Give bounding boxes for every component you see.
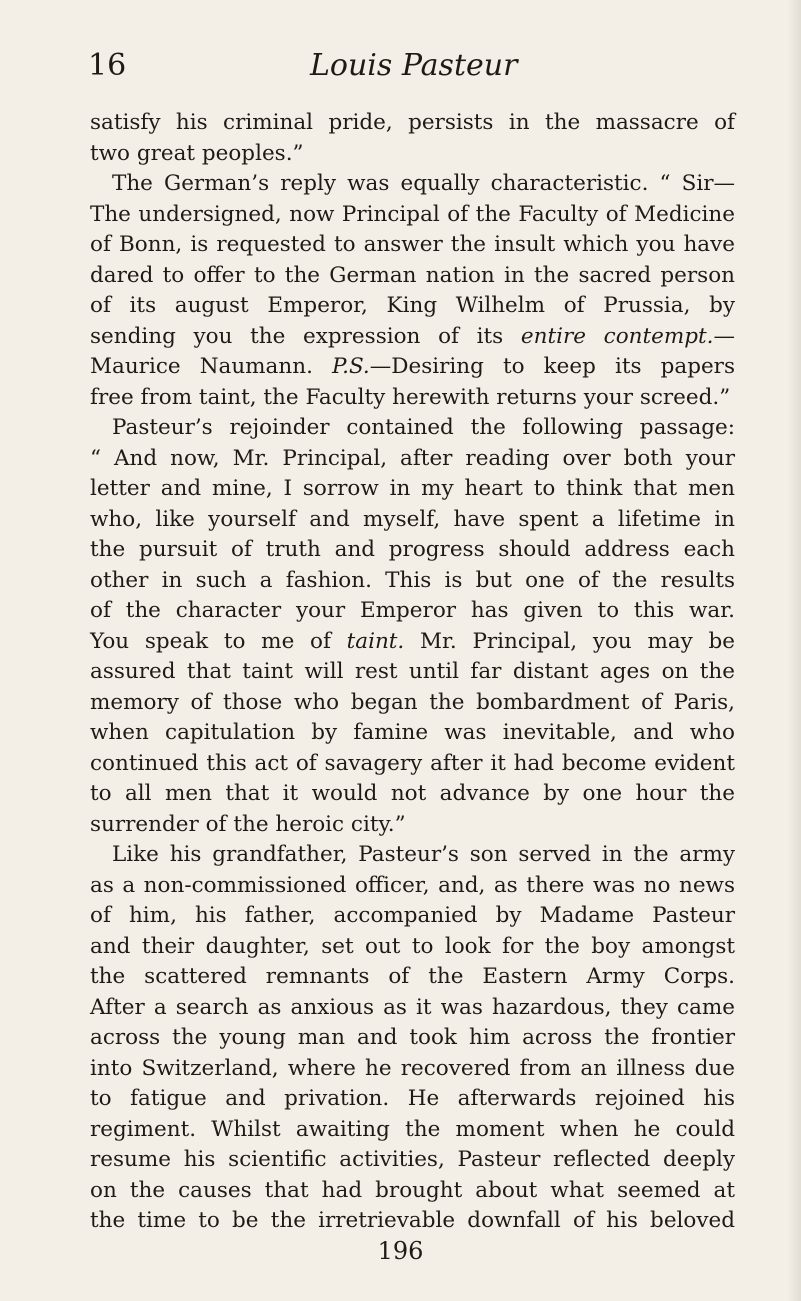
text-line: sending you the expression of its entire contempt.— <box>90 323 735 349</box>
text-line: of the character your Emperor has given to this war. <box>90 598 735 623</box>
running-header <box>0 46 801 86</box>
text-line: “ And now, Mr. Principal, after reading over both your <box>90 445 735 471</box>
text-line: to fatigue and privation. He afterwards rejoined his <box>90 1086 735 1111</box>
page-edge-shadow <box>787 0 801 1301</box>
text-line: two great peoples.” <box>90 140 304 166</box>
text-line: of Bonn, is requested to answer the insult which you have <box>90 232 735 257</box>
text-line: Pasteur’s rejoinder contained the following passage: <box>112 415 735 440</box>
page-number: 16 <box>88 48 127 83</box>
text-line: After a search as anxious as it was hazardous, they came <box>90 994 735 1020</box>
running-title: Louis Pasteur <box>310 48 518 83</box>
text-line: Like his grandfather, Pasteur’s son served in the army <box>112 842 735 867</box>
text-line: into Switzerland, where he recovered from an illness due <box>90 1055 735 1081</box>
text-line: surrender of the heroic city.” <box>90 811 406 837</box>
text-line: assured that taint will rest until far distant ages on the <box>90 659 735 684</box>
text-line: resume his scientific activities, Pasteur reflected deeply <box>90 1147 735 1172</box>
text-line: of him, his father, accompanied by Madame Pasteur <box>90 903 735 928</box>
text-line: The German’s reply was equally characteristic. “ Sir— <box>112 171 735 196</box>
text-line: other in such a fashion. This is but one of the results <box>90 567 735 593</box>
text-line: dared to offer to the German nation in the sacred person <box>90 262 735 288</box>
text-line: the pursuit of truth and progress should address each <box>90 537 735 562</box>
text-line: as a non-commissioned officer, and, as there was no news <box>90 872 735 898</box>
text-line: regiment. Whilst awaiting the moment when he could <box>90 1116 735 1142</box>
text-line: when capitulation by famine was inevitable, and who <box>90 720 735 745</box>
body-text <box>90 108 735 1237</box>
text-line: the scattered remnants of the Eastern Army Corps. <box>90 964 735 989</box>
text-line: Maurice Naumann. P.S.—Desiring to keep its papers <box>90 354 735 379</box>
text-line: continued this act of savagery after it had become evident <box>90 750 735 776</box>
text-line: and their daughter, set out to look for the boy amongst <box>90 933 735 959</box>
text-line: on the causes that had brought about what seemed at <box>90 1177 735 1203</box>
text-line: to all men that it would not advance by one hour the <box>90 781 735 806</box>
text-line: letter and mine, I sorrow in my heart to think that men <box>90 476 735 501</box>
text-line: across the young man and took him across the frontier <box>90 1025 735 1050</box>
text-line: the time to be the irretrievable downfall of his beloved <box>90 1208 735 1233</box>
text-line: of its august Emperor, King Wilhelm of Prussia, by <box>90 293 735 318</box>
text-line: satisfy his criminal pride, persists in the massacre of <box>90 110 735 135</box>
text-line: The undersigned, now Principal of the Faculty of Medicine <box>90 201 735 227</box>
folio-number: 196 <box>377 1237 424 1265</box>
text-line: You speak to me of taint. Mr. Principal, you may be <box>90 628 736 654</box>
text-line: memory of those who began the bombardment of Paris, <box>90 689 735 715</box>
text-line: free from taint, the Faculty herewith returns your screed.” <box>90 384 731 410</box>
text-line: who, like yourself and myself, have spent a lifetime in <box>90 506 735 532</box>
